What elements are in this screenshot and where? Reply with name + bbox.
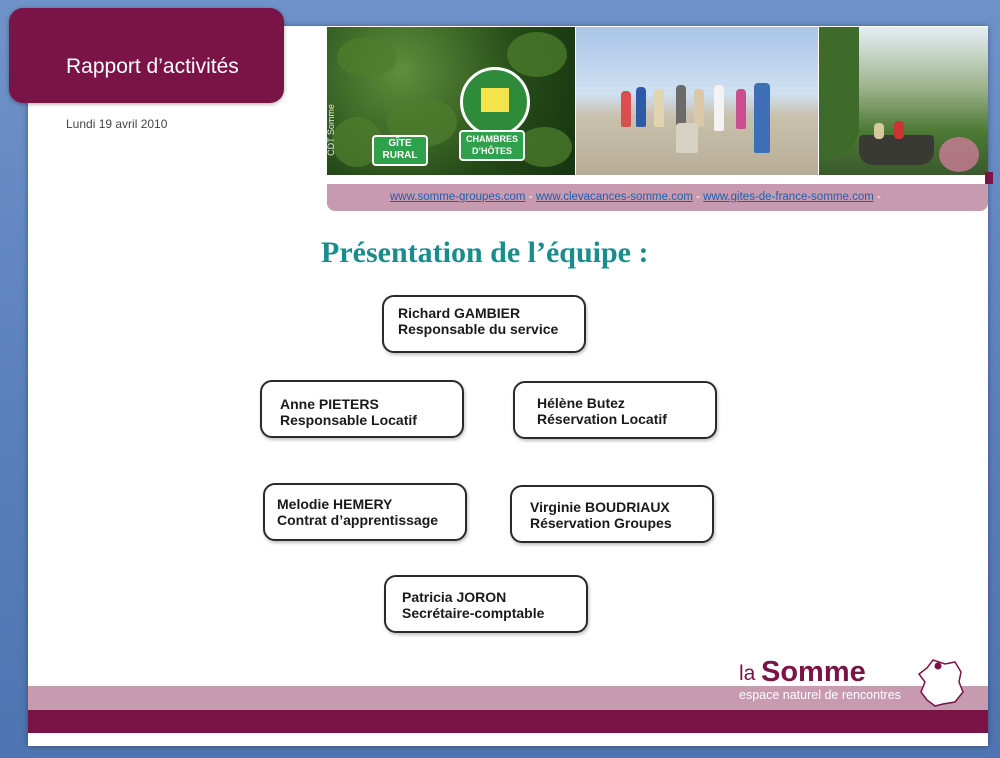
member-role: Contrat d’apprentissage	[277, 512, 439, 528]
footer-bar	[28, 710, 988, 733]
link-somme-groupes[interactable]: www.somme-groupes.com	[390, 191, 526, 203]
france-map-icon	[915, 658, 967, 708]
river-boat-photo	[819, 27, 988, 175]
member-name: Richard GAMBIER	[398, 305, 521, 321]
link-clevacances[interactable]: www.clevacances-somme.com	[535, 191, 693, 203]
link-gites-de-france[interactable]: www.gites-de-france-somme.com	[703, 191, 874, 203]
team-member-box	[382, 295, 586, 353]
website-links: www.somme-groupes.com - www.clevacances-somme.com - www.gites-de-france-somme.com -	[390, 191, 881, 203]
slide-date: Lundi 19 avril 2010	[66, 117, 168, 131]
team-member-box	[510, 485, 714, 543]
beach-group-photo	[576, 27, 818, 175]
member-name: Patricia JORON	[402, 589, 507, 605]
photo-credit: CDT Somme	[325, 104, 336, 156]
member-name: Anne PIETERS	[280, 396, 379, 412]
slide-title: Rapport d’activités	[66, 55, 239, 78]
member-name: Melodie HEMERY	[277, 496, 393, 512]
team-member-box	[260, 380, 464, 438]
member-role: Réservation Locatif	[537, 411, 667, 427]
member-role: Secrétaire-comptable	[402, 605, 545, 621]
member-role: Réservation Groupes	[530, 515, 672, 531]
team-member-box	[263, 483, 467, 541]
team-member-box	[513, 381, 717, 439]
gite-sign-photo	[327, 27, 575, 175]
title-tab	[9, 8, 284, 103]
gite-rural-plaque: GÎTE RURAL	[372, 135, 428, 166]
team-member-box	[384, 575, 588, 633]
band-edge	[985, 172, 993, 184]
banner-photos	[327, 27, 988, 175]
member-name: Hélène Butez	[537, 395, 625, 411]
member-role: Responsable du service	[398, 321, 559, 337]
chambres-hotes-plaque: CHAMBRES D’HÔTES	[459, 130, 525, 161]
member-name: Virginie BOUDRIAUX	[530, 499, 670, 515]
member-role: Responsable Locatif	[280, 412, 417, 428]
section-heading: Présentation de l’équipe :	[321, 236, 649, 269]
gite-de-france-logo	[460, 67, 530, 137]
